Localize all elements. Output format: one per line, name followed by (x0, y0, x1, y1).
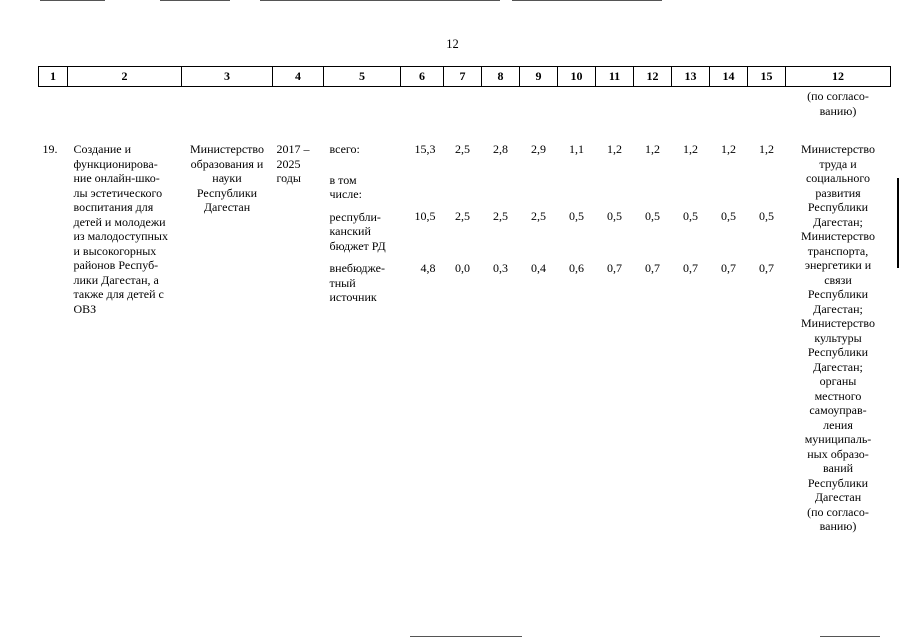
scan-artifact-line (512, 0, 662, 1)
item-row-19 (39, 142, 891, 534)
column-number-row (39, 67, 891, 87)
value-column: 1,2 0,5 0,7 (683, 142, 698, 275)
column-number: 4 (273, 67, 324, 87)
column-number: 11 (596, 67, 634, 87)
item-coexecutors: Министерство труда и социального развития Республики Дагестан; Министерство транспорта, энергетики и связи Республики Дагестан; Министерство культуры Республики Дагестан; органы местного самоуправ- ления муниципаль- ных образо- ваний Республики Дагестан (по согласо- ванию) (801, 142, 875, 533)
column-number: 2 (68, 67, 182, 87)
column-number: 15 (748, 67, 786, 87)
column-number: 12 (634, 67, 672, 87)
value-column: 2,9 2,5 0,4 (531, 142, 546, 275)
value-column: 1,2 0,5 0,7 (607, 142, 622, 275)
column-number: 7 (444, 67, 482, 87)
value-column: 1,1 0,5 0,6 (569, 142, 584, 275)
item-name: Создание и функционирова- ние онлайн-шко- лы эстетического воспитания для детей и молодежи из малодоступных и высокогорных районов Респуб- лики Дагестан, а также для детей с ОВЗ (73, 142, 168, 316)
scan-artifact-bar (897, 178, 899, 268)
value-column: 15,3 10,5 4,8 (414, 142, 436, 275)
column-number: 14 (710, 67, 748, 87)
spacer-row (39, 120, 891, 142)
column-number: 1 (39, 67, 68, 87)
page-number: 12 (446, 37, 459, 51)
item-period: 2017 – 2025 годы (276, 142, 310, 185)
scan-artifact-line (820, 636, 880, 637)
value-column: 2,5 2,5 0,0 (455, 142, 470, 275)
funding-source-labels: всего: в том числе: республи- канский бюджет РД внебюдже- тный источник (329, 142, 386, 304)
carryover-coexecutor: (по согласо- ванию) (807, 89, 869, 118)
column-number: 13 (672, 67, 710, 87)
column-number: 3 (182, 67, 273, 87)
item-executor: Министерство образования и науки Республики Дагестан (190, 142, 264, 214)
scan-artifact-line (260, 0, 500, 1)
column-number: 10 (558, 67, 596, 87)
program-table (38, 66, 891, 534)
carryover-row (39, 87, 891, 121)
item-number: 19. (42, 142, 58, 156)
column-number: 12 (786, 67, 891, 87)
column-number: 8 (482, 67, 520, 87)
scan-artifact-line (410, 636, 522, 637)
column-number: 5 (324, 67, 401, 87)
scan-artifact-line (40, 0, 105, 1)
column-number: 6 (401, 67, 444, 87)
column-number: 9 (520, 67, 558, 87)
value-column: 1,2 0,5 0,7 (721, 142, 736, 275)
value-column: 1,2 0,5 0,7 (645, 142, 660, 275)
value-column: 2,8 2,5 0,3 (493, 142, 508, 275)
value-column: 1,2 0,5 0,7 (759, 142, 774, 275)
scan-artifact-line (160, 0, 230, 1)
